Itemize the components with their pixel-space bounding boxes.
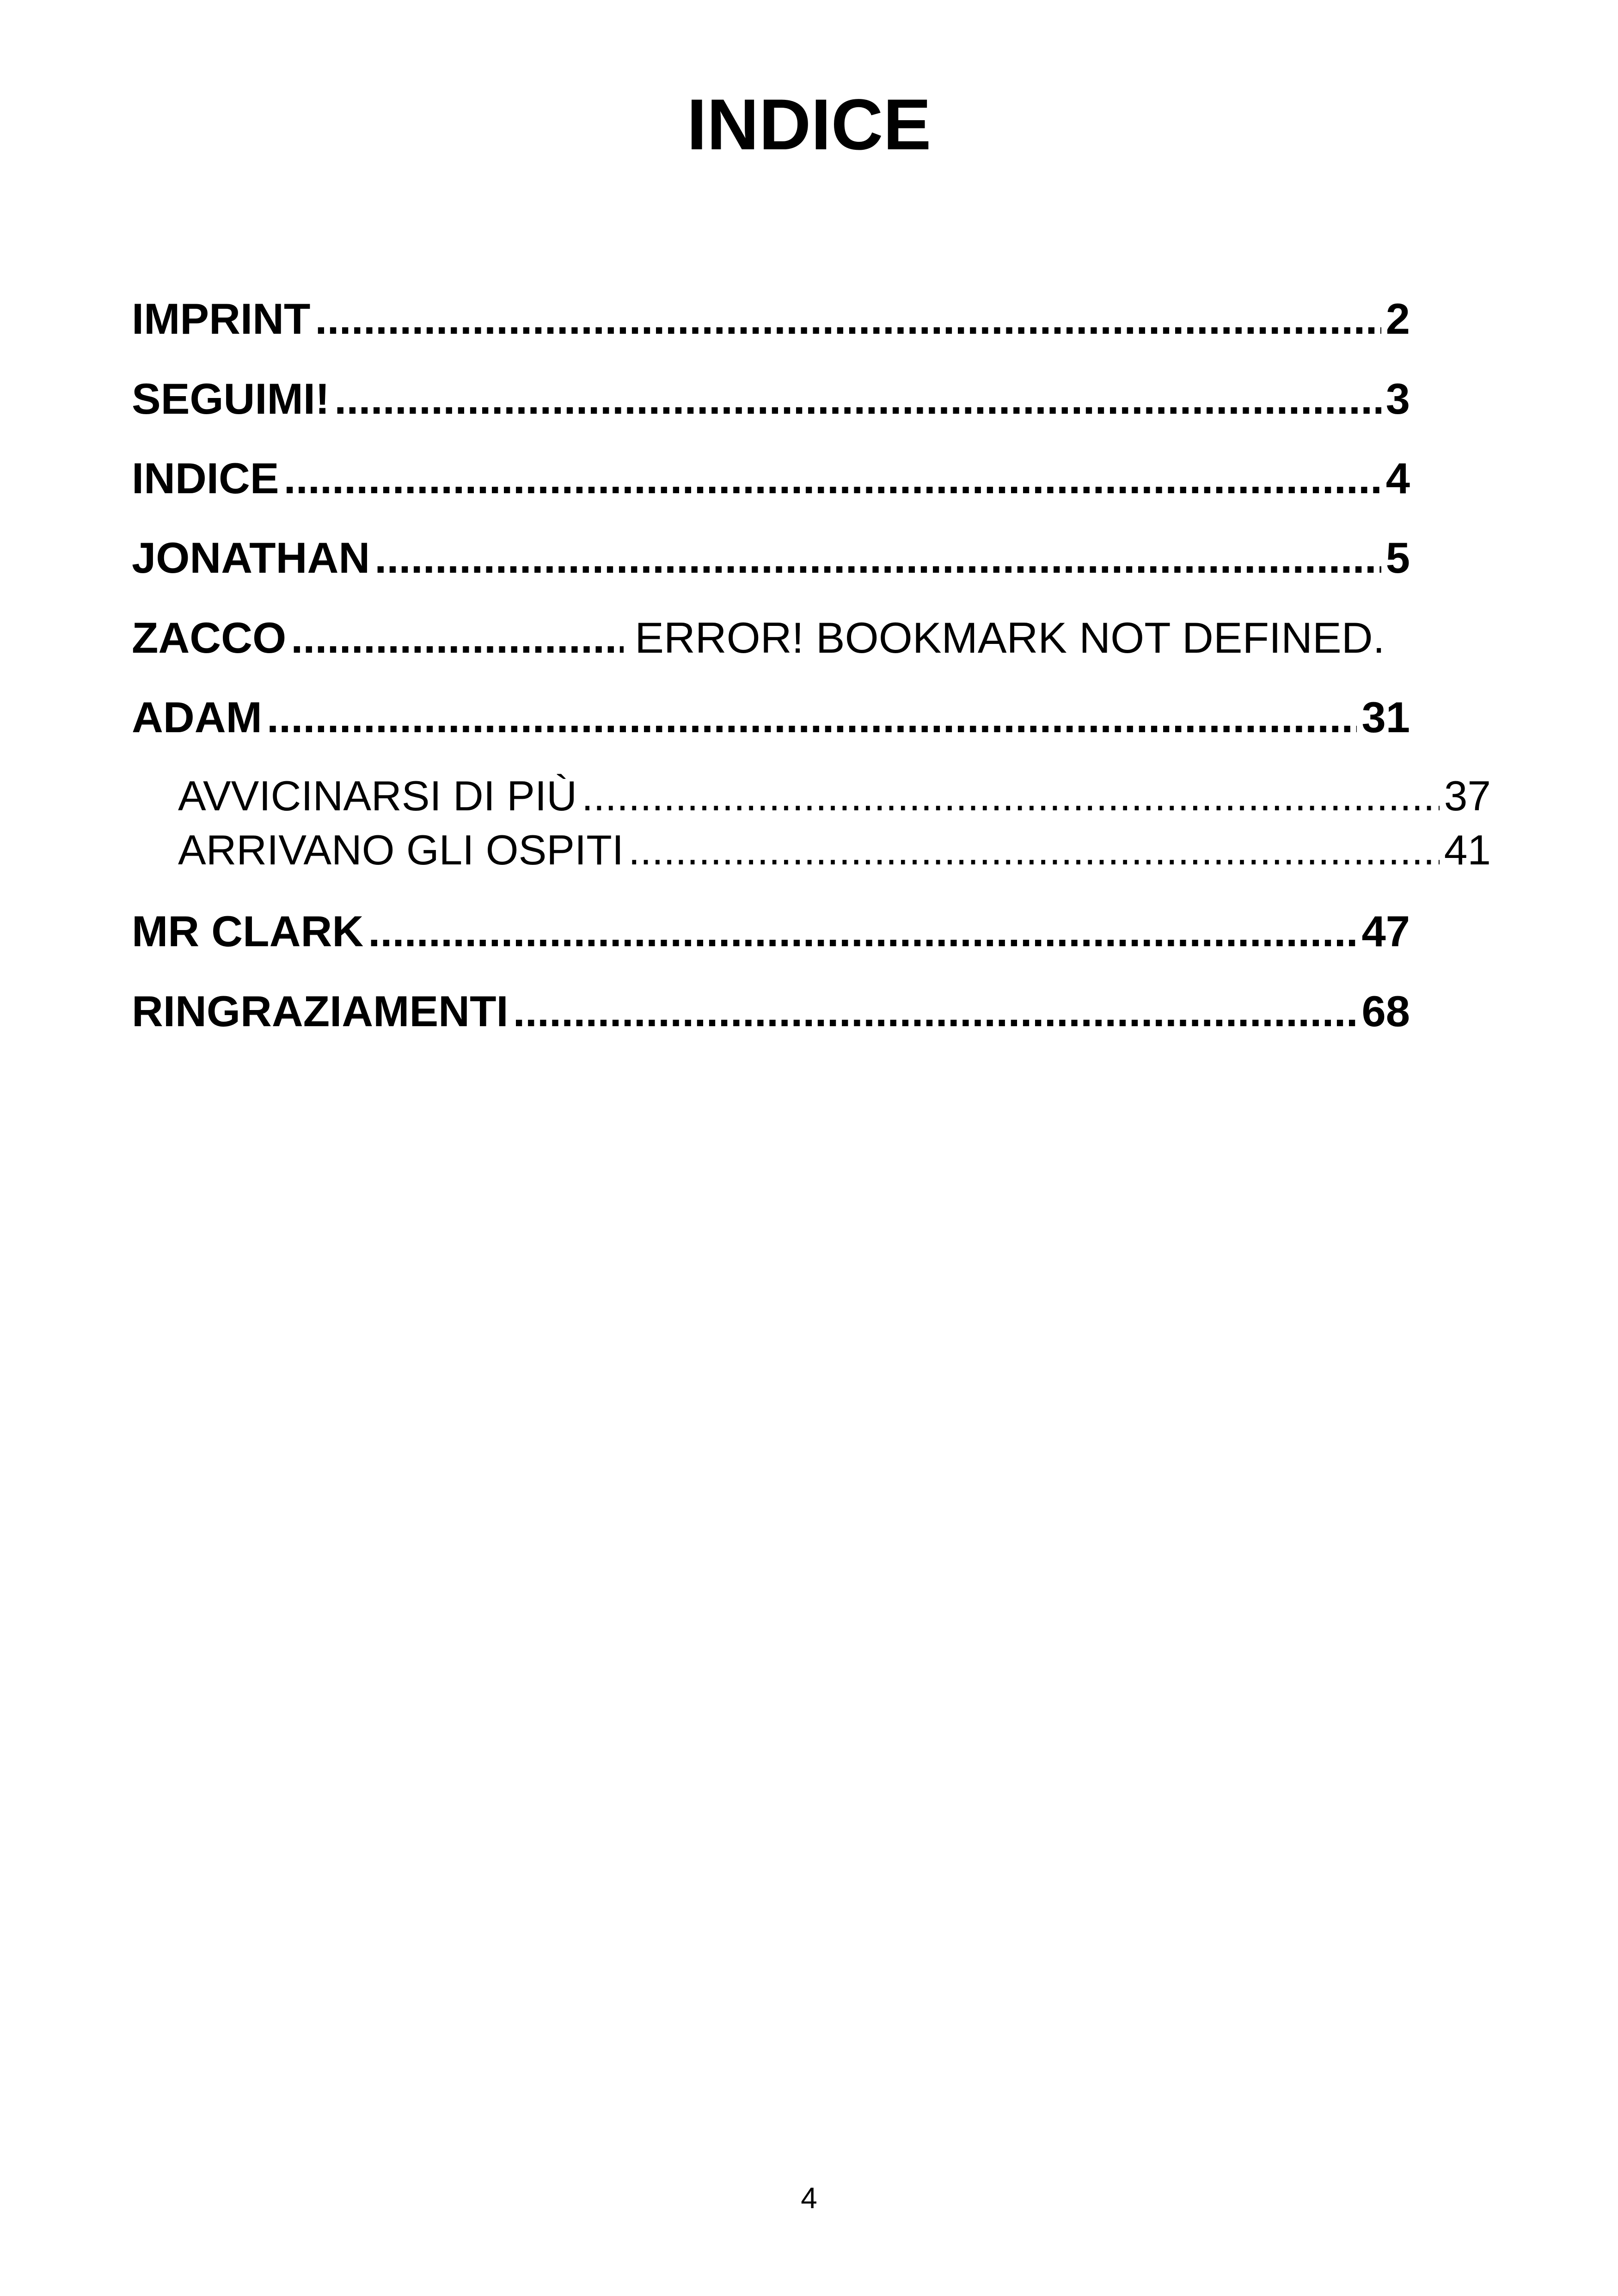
toc-entry-label: SEGUIMI!	[132, 374, 330, 423]
toc-entry-page: 41	[1444, 827, 1491, 874]
toc-leader-dots	[582, 770, 1440, 823]
toc-entry-zacco[interactable]	[132, 610, 1410, 666]
toc-entry-ringraziamenti[interactable]	[132, 984, 1410, 1039]
toc-entry-imprint[interactable]	[132, 291, 1410, 347]
page-number: 4	[801, 2181, 817, 2215]
toc-entry-label: MR CLARK	[132, 907, 364, 955]
toc-entry-label: RINGRAZIAMENTI	[132, 987, 509, 1035]
toc-entry-page: 3	[1385, 374, 1410, 423]
toc-leader-dots	[284, 451, 1381, 506]
toc-entry-page: 5	[1385, 533, 1410, 582]
toc-entry-seguimi[interactable]	[132, 371, 1410, 427]
toc-entry-page: 47	[1361, 907, 1410, 955]
toc-leader-dots	[291, 610, 624, 666]
toc-entry-page: 31	[1361, 693, 1410, 741]
toc-leader-dots	[334, 371, 1381, 427]
toc-entry-indice[interactable]	[132, 451, 1410, 506]
toc-subentry-avvicinarsi[interactable]	[178, 770, 1491, 823]
toc-entry-mr-clark[interactable]	[132, 904, 1410, 959]
toc-entry-page: ERROR! BOOKMARK NOT DEFINED.	[635, 613, 1385, 662]
toc-leader-dots	[368, 904, 1357, 959]
toc-entry-label: AVVICINARSI DI PIÙ	[178, 773, 577, 820]
toc-entry-page: 2	[1385, 294, 1410, 343]
toc-leader-dots	[267, 690, 1357, 745]
toc-entry-page: 37	[1444, 773, 1491, 820]
toc-entry-label: ZACCO	[132, 613, 287, 662]
toc-subentry-arrivano[interactable]	[178, 824, 1491, 877]
toc-leader-dots	[374, 530, 1381, 586]
toc-leader-dots	[513, 984, 1357, 1039]
toc-leader-dots	[628, 824, 1440, 877]
toc-entry-page: 68	[1361, 987, 1410, 1035]
toc-entry-label: ADAM	[132, 693, 262, 741]
toc-entry-page: 4	[1385, 454, 1410, 502]
toc-leader-dots	[315, 291, 1381, 347]
page-title: INDICE	[686, 85, 932, 165]
toc-entry-label: ARRIVANO GLI OSPITI	[178, 827, 624, 874]
toc-entry-adam[interactable]	[132, 690, 1410, 745]
toc-entry-label: JONATHAN	[132, 533, 370, 582]
toc-entry-label: INDICE	[132, 454, 279, 502]
toc-entry-label: IMPRINT	[132, 294, 311, 343]
toc-entry-jonathan[interactable]	[132, 530, 1410, 586]
